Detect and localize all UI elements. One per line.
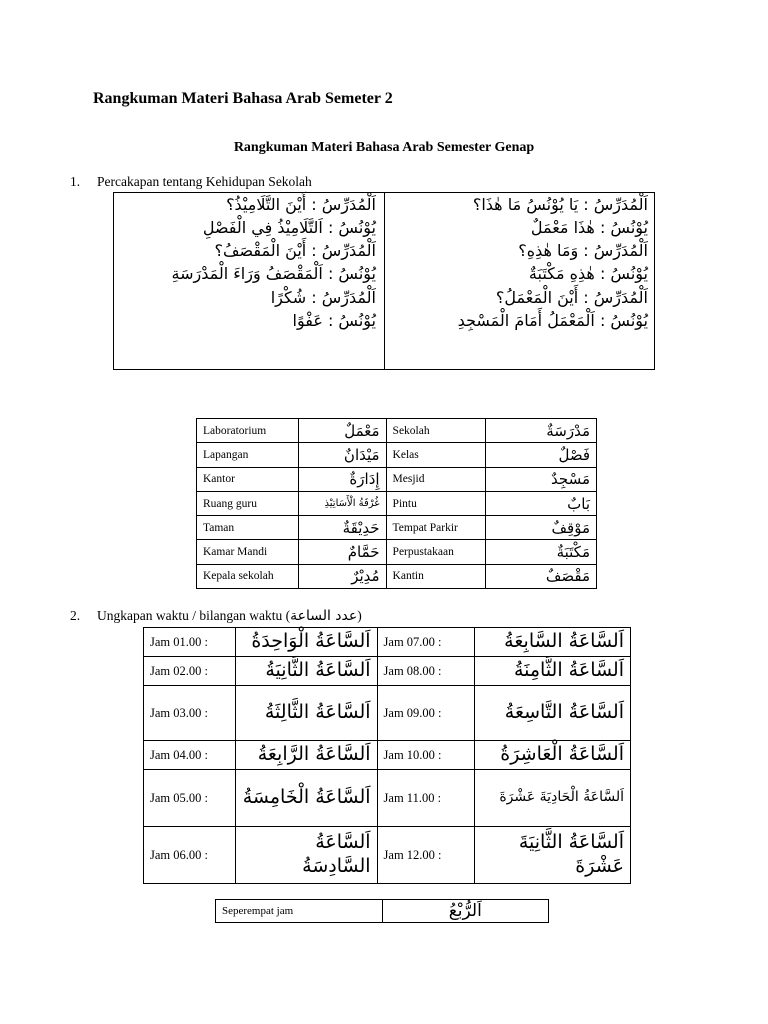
vocab-indonesian: Kantor [197, 467, 299, 491]
vocab-arabic: حَدِيْقَةٌ [298, 516, 386, 540]
table-row [144, 741, 631, 770]
section-2-heading-text: Ungkapan waktu / bilangan waktu ( [97, 608, 291, 623]
section-1-heading: Percakapan tentang Kehidupan Sekolah [97, 174, 312, 189]
vocab-arabic: مَيْدَانٌ [298, 443, 386, 467]
quarter-arabic: اَلرُّبْعُ [382, 900, 548, 923]
dialogue-line: اَلْمُدَرِّسُ : وَمَا هٰذِهِ؟ [518, 241, 648, 260]
vocab-indonesian: Taman [197, 516, 299, 540]
document-subtitle: Rangkuman Materi Bahasa Arab Semester Genap [233, 140, 535, 155]
vocab-indonesian: Laboratorium [197, 419, 299, 443]
time-label: Jam 09.00 : [377, 686, 475, 741]
section-2-number: 2. [70, 608, 81, 623]
time-label: Jam 08.00 : [377, 657, 475, 686]
document-title: Rangkuman Materi Bahasa Arab Semeter 2 [93, 90, 393, 107]
dialogue-box [113, 192, 655, 370]
time-label: Jam 02.00 : [144, 657, 236, 686]
dialogue-line: يُوْنُسُ : اَلْمَعْمَلُ أَمَامَ الْمَسْجِدِ [457, 311, 648, 330]
time-label: Jam 03.00 : [144, 686, 236, 741]
vocab-arabic: غُرْفَةُ الْأَسَاتِيْذِ [298, 491, 386, 515]
table-row [144, 657, 631, 686]
time-label: Jam 05.00 : [144, 770, 236, 827]
time-arabic: اَلسَّاعَةُ الثَّانِيَةَ عَشْرَةَ [475, 827, 631, 884]
time-label: Jam 12.00 : [377, 827, 475, 884]
vocab-indonesian: Pintu [386, 491, 486, 515]
time-arabic: اَلسَّاعَةُ الثَّامِنَةُ [475, 657, 631, 686]
time-arabic: اَلسَّاعَةُ السَّادِسَةُ [235, 827, 377, 884]
table-row [197, 540, 597, 564]
time-label: Jam 04.00 : [144, 741, 236, 770]
dialogue-divider [384, 193, 385, 369]
table-row [197, 516, 597, 540]
section-2-heading [97, 608, 362, 624]
dialogue-line: اَلْمُدَرِّسُ : أَيْنَ الْمَقْصَفُ؟ [214, 241, 376, 260]
time-arabic: اَلسَّاعَةُ الثَّالِثَةُ [235, 686, 377, 741]
table-row [144, 628, 631, 657]
time-arabic: اَلسَّاعَةُ الْخَامِسَةُ [235, 770, 377, 827]
vocabulary-table [196, 418, 597, 589]
time-label: Jam 01.00 : [144, 628, 236, 657]
section-2-heading-arabic: عدد الساعة [290, 608, 358, 624]
time-label: Jam 07.00 : [377, 628, 475, 657]
vocab-arabic: مَدْرَسَةٌ [486, 419, 597, 443]
vocab-indonesian: Perpustakaan [386, 540, 486, 564]
time-arabic: اَلسَّاعَةُ الْحَادِيَةَ عَشْرَةَ [475, 770, 631, 827]
vocab-arabic: مُدِيْرٌ [298, 564, 386, 588]
vocab-arabic: مَقْصَفٌ [486, 564, 597, 588]
time-arabic: اَلسَّاعَةُ الْعَاشِرَةُ [475, 741, 631, 770]
table-row [216, 900, 549, 923]
vocab-arabic: إِدَارَةٌ [298, 467, 386, 491]
table-row [197, 491, 597, 515]
time-table [143, 627, 631, 884]
table-row [197, 443, 597, 467]
time-arabic: اَلسَّاعَةُ السَّابِعَةُ [475, 628, 631, 657]
dialogue-line: اَلْمُدَرِّسُ : أَيْنَ التَّلَامِيْذُ؟ [226, 195, 376, 214]
vocab-indonesian: Lapangan [197, 443, 299, 467]
table-row [144, 770, 631, 827]
table-row [144, 827, 631, 884]
dialogue-line: يُوْنُسُ : اَلتَّلَامِيْذُ فِي الْفَصْلِ [202, 218, 376, 237]
table-row [197, 564, 597, 588]
time-label: Jam 06.00 : [144, 827, 236, 884]
vocab-indonesian: Tempat Parkir [386, 516, 486, 540]
vocab-indonesian: Kamar Mandi [197, 540, 299, 564]
time-arabic: اَلسَّاعَةُ التَّاسِعَةُ [475, 686, 631, 741]
table-row [144, 686, 631, 741]
section-1-number: 1. [70, 174, 81, 189]
table-row [197, 419, 597, 443]
vocab-arabic: حَمَّامٌ [298, 540, 386, 564]
vocab-indonesian: Kelas [386, 443, 486, 467]
vocab-arabic: فَصْلٌ [486, 443, 597, 467]
section-2-heading-close: ) [357, 608, 362, 623]
vocab-arabic: مَسْجِدٌ [486, 467, 597, 491]
time-label: Jam 11.00 : [377, 770, 475, 827]
dialogue-line: اَلْمُدَرِّسُ : يَا يُوْنُسُ مَا هٰذَا؟ [472, 195, 648, 214]
vocab-arabic: بَابٌ [486, 491, 597, 515]
dialogue-line: يُوْنُسُ : هٰذِهِ مَكْتَبَةٌ [528, 264, 648, 283]
vocab-arabic: مَكْتَبَةٌ [486, 540, 597, 564]
vocab-indonesian: Ruang guru [197, 491, 299, 515]
time-arabic: اَلسَّاعَةُ الْوَاحِدَةُ [235, 628, 377, 657]
time-label: Jam 10.00 : [377, 741, 475, 770]
time-arabic: اَلسَّاعَةُ الثَّانِيَةُ [235, 657, 377, 686]
dialogue-line: يُوْنُسُ : اَلْمَقْصَفُ وَرَاءَ الْمَدْرَسَةِ [171, 264, 376, 283]
vocab-indonesian: Kantin [386, 564, 486, 588]
vocab-indonesian: Sekolah [386, 419, 486, 443]
table-row [197, 467, 597, 491]
dialogue-line: اَلْمُدَرِّسُ : أَيْنَ الْمَعْمَلُ؟ [495, 288, 648, 307]
dialogue-line: يُوْنُسُ : عَفْوًا [292, 311, 376, 330]
vocab-indonesian: Kepala sekolah [197, 564, 299, 588]
vocab-indonesian: Mesjid [386, 467, 486, 491]
dialogue-line: اَلْمُدَرِّسُ : شُكْرًا [270, 288, 376, 307]
vocab-arabic: مَعْمَلٌ [298, 419, 386, 443]
time-arabic: اَلسَّاعَةُ الرَّابِعَةُ [235, 741, 377, 770]
quarter-hour-table [215, 899, 549, 923]
dialogue-line: يُوْنُسُ : هٰذَا مَعْمَلٌ [530, 218, 648, 237]
vocab-arabic: مَوْقِفٌ [486, 516, 597, 540]
quarter-label: Seperempat jam [216, 900, 383, 923]
